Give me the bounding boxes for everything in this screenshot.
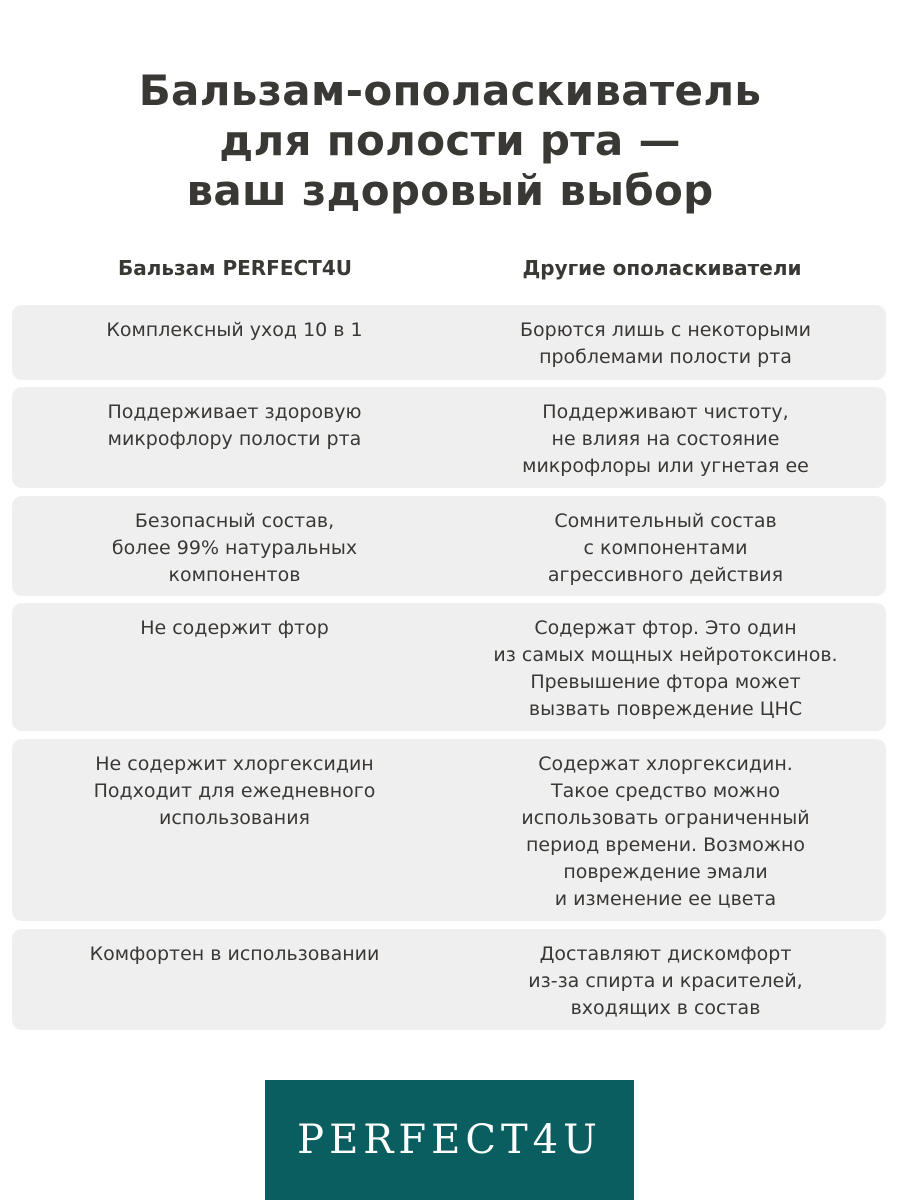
perfect4u-cell: Не содержит фтор [140, 617, 329, 639]
logo-text: PERFECT4U [297, 1117, 602, 1163]
comparison-row [12, 496, 886, 596]
page-title [0, 66, 900, 216]
column-header-others: Другие ополаскиватели [522, 256, 802, 280]
comparison-row [12, 387, 886, 488]
others-cell: Поддерживают чистоту, не влияя на состояние микрофлоры или угнетая ее [522, 401, 809, 477]
column-header-perfect4u: Бальзам PERFECT4U [118, 256, 352, 280]
perfect4u-cell: Комфортен в использовании [89, 943, 380, 965]
others-cell: Содержат фтор. Это один из самых мощных нейротоксинов. Превышение фтора может вызвать повреждение ЦНС [493, 617, 838, 720]
perfect4u-cell: Поддерживает здоровую микрофлору полости рта [107, 401, 362, 450]
others-cell: Доставляют дискомфорт из-за спирта и красителей, входящих в состав [528, 943, 803, 1019]
comparison-row [12, 603, 886, 731]
others-cell: Сомнительный состав с компонентами агрессивного действия [547, 510, 784, 586]
title-line: ваш здоровый выбор [186, 166, 714, 215]
perfect4u-cell: Не содержит хлоргексидин Подходит для ежедневного использования [93, 753, 376, 829]
others-cell: Содержат хлоргексидин. Такое средство можно использовать ограниченный период времени. Возможно повреждение эмали и изменение ее цвета [521, 753, 810, 910]
brand-logo [265, 1080, 634, 1200]
title-line: для полости рта — [219, 116, 681, 165]
comparison-row [12, 739, 886, 921]
others-cell: Борются лишь с некоторыми проблемами полости рта [520, 319, 811, 368]
perfect4u-cell: Комплексный уход 10 в 1 [106, 319, 363, 341]
title-line: Бальзам-ополаскиватель [138, 66, 762, 115]
comparison-row [12, 305, 886, 380]
comparison-row [12, 929, 886, 1030]
perfect4u-cell: Безопасный состав, более 99% натуральных компонентов [111, 510, 358, 586]
